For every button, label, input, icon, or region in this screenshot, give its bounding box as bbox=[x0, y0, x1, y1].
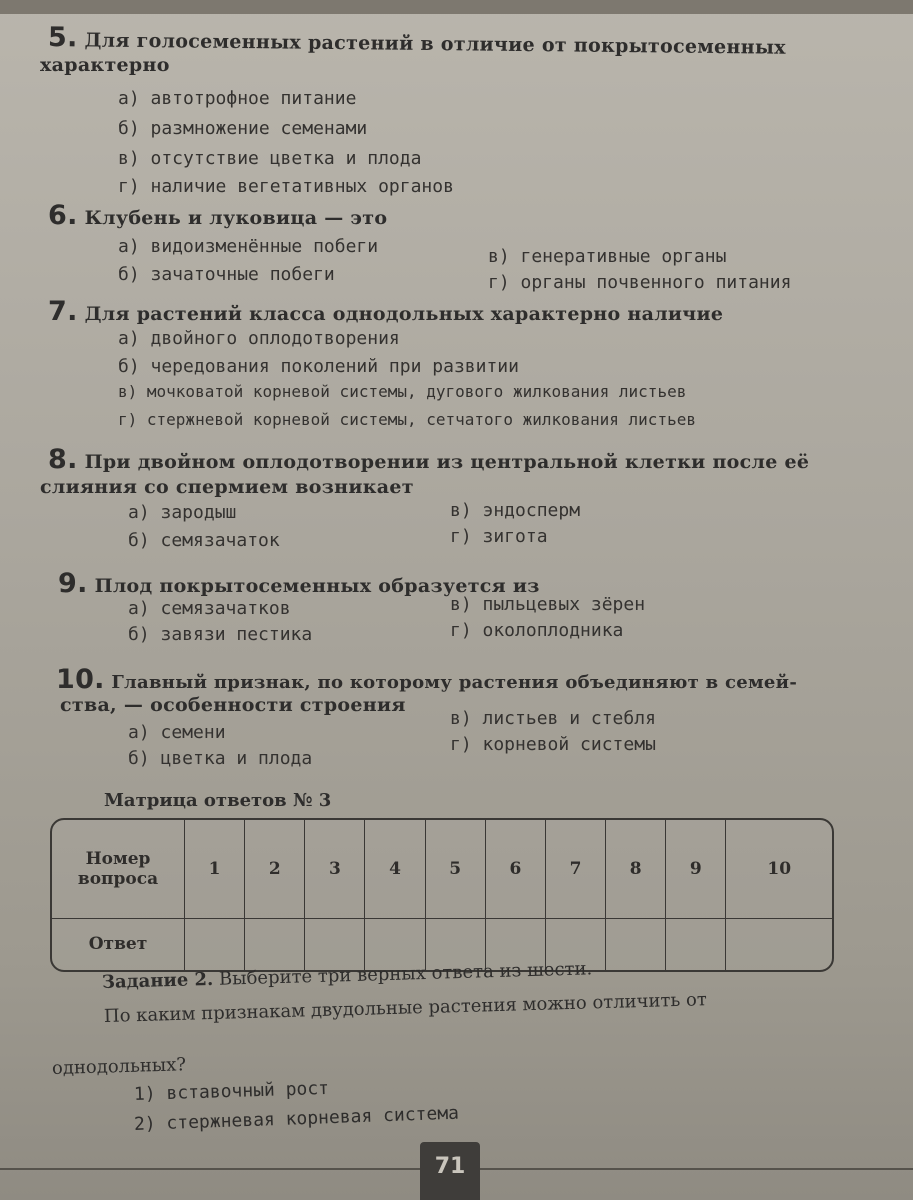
question-8-text-line2: слияния со спермием возникает bbox=[40, 476, 414, 498]
matrix-row-header-question-number: Номер вопроса bbox=[52, 820, 185, 918]
matrix-answer-cell-8[interactable] bbox=[606, 918, 666, 970]
question-6-number: 6. bbox=[48, 200, 78, 231]
matrix-question-number-10: 10 bbox=[726, 820, 832, 918]
matrix-answer-cell-10[interactable] bbox=[726, 918, 832, 970]
question-7-text: Для растений класса однодольных характерно наличие bbox=[84, 303, 724, 325]
task-2-instruction: Выберите три верных ответа из шести. bbox=[218, 958, 593, 990]
question-10-heading bbox=[56, 664, 797, 695]
matrix-answer-cell-1[interactable] bbox=[185, 918, 245, 970]
question-7-option-b: б) чередования поколений при развитии bbox=[118, 356, 519, 377]
question-8-option-a: а) зародыш bbox=[128, 502, 237, 523]
question-10-text-line2: ства, — особенности строения bbox=[60, 694, 406, 716]
question-8-number: 8. bbox=[48, 444, 78, 475]
task-2-question-line1: По каким признакам двудольные растения можно отличить от bbox=[103, 989, 708, 1027]
question-6-option-d: г) органы почвенного питания bbox=[488, 272, 792, 293]
answer-matrix-title: Матрица ответов № 3 bbox=[104, 790, 332, 811]
question-5-text-line2: характерно bbox=[40, 54, 170, 76]
question-9-option-d: г) околоплодника bbox=[450, 620, 624, 641]
question-7-heading bbox=[48, 296, 723, 327]
question-7-option-d: г) стержневой корневой системы, сетчатого жилкования листьев bbox=[118, 410, 696, 429]
question-7-option-a: а) двойного оплодотворения bbox=[118, 328, 400, 349]
matrix-question-number-5: 5 bbox=[425, 820, 485, 918]
question-6-text: Клубень и луковица — это bbox=[84, 207, 388, 229]
question-9-option-a: а) семязачатков bbox=[128, 598, 291, 619]
question-10-option-a: а) семени bbox=[128, 722, 226, 743]
matrix-question-number-1: 1 bbox=[185, 820, 245, 918]
question-10-number: 10. bbox=[56, 664, 105, 695]
question-6-heading bbox=[48, 200, 387, 231]
question-9-text: Плод покрытосеменных образуется из bbox=[94, 575, 540, 597]
task-2-option-2: 2) стержневая корневая система bbox=[133, 1102, 460, 1135]
question-6-option-a: а) видоизменённые побеги bbox=[118, 236, 379, 257]
question-10-option-c: в) листьев и стебля bbox=[450, 708, 656, 729]
matrix-row-question-numbers bbox=[52, 820, 832, 918]
question-9-option-b: б) завязи пестика bbox=[128, 624, 313, 645]
matrix-answer-cell-9[interactable] bbox=[666, 918, 726, 970]
question-5-option-d: г) наличие вегетативных органов bbox=[118, 176, 454, 197]
question-8-option-d: г) зигота bbox=[450, 526, 548, 547]
task-2-question-line2: однодольных? bbox=[51, 1054, 187, 1079]
matrix-question-number-8: 8 bbox=[606, 820, 666, 918]
question-8-text: При двойном оплодотворении из центральной клетки после её bbox=[84, 451, 810, 473]
task-2-option-1: 1) вставочный рост bbox=[133, 1077, 330, 1105]
question-8-option-c: в) эндосперм bbox=[450, 500, 581, 521]
question-5-option-b: б) размножение семенами bbox=[118, 118, 368, 139]
matrix-question-number-4: 4 bbox=[365, 820, 425, 918]
question-8-option-b: б) семязачаток bbox=[128, 530, 280, 551]
question-9-number: 9. bbox=[58, 568, 88, 599]
question-10-option-b: б) цветка и плода bbox=[128, 748, 313, 769]
question-10-option-d: г) корневой системы bbox=[450, 734, 656, 755]
question-5-option-a: а) автотрофное питание bbox=[118, 88, 357, 109]
question-10-text: Главный признак, по которому растения объединяют в семей- bbox=[111, 672, 798, 693]
matrix-question-number-7: 7 bbox=[545, 820, 605, 918]
question-5-option-c: в) отсутствие цветка и плода bbox=[118, 148, 422, 169]
question-6-option-c: в) генеративные органы bbox=[488, 246, 727, 267]
matrix-answer-cell-2[interactable] bbox=[245, 918, 305, 970]
page-top-edge bbox=[0, 0, 913, 14]
question-9-option-c: в) пыльцевых зёрен bbox=[450, 594, 646, 615]
question-6-option-b: б) зачаточные побеги bbox=[118, 264, 335, 285]
question-7-number: 7. bbox=[48, 296, 78, 327]
question-5-number: 5. bbox=[47, 22, 78, 54]
matrix-question-number-2: 2 bbox=[245, 820, 305, 918]
answer-matrix bbox=[50, 818, 834, 972]
matrix-question-number-6: 6 bbox=[485, 820, 545, 918]
matrix-question-number-9: 9 bbox=[666, 820, 726, 918]
question-7-option-c: в) мочковатой корневой системы, дугового жилкования листьев bbox=[118, 382, 687, 401]
matrix-row-header-answer: Ответ bbox=[52, 918, 185, 970]
matrix-answer-cell-3[interactable] bbox=[305, 918, 365, 970]
page-number: 71 bbox=[420, 1142, 480, 1200]
task-2-label: Задание 2. bbox=[101, 968, 214, 993]
question-8-heading bbox=[48, 444, 809, 475]
question-5-text: Для голосеменных растений в отличие от покрытосеменных bbox=[84, 29, 786, 59]
matrix-question-number-3: 3 bbox=[305, 820, 365, 918]
